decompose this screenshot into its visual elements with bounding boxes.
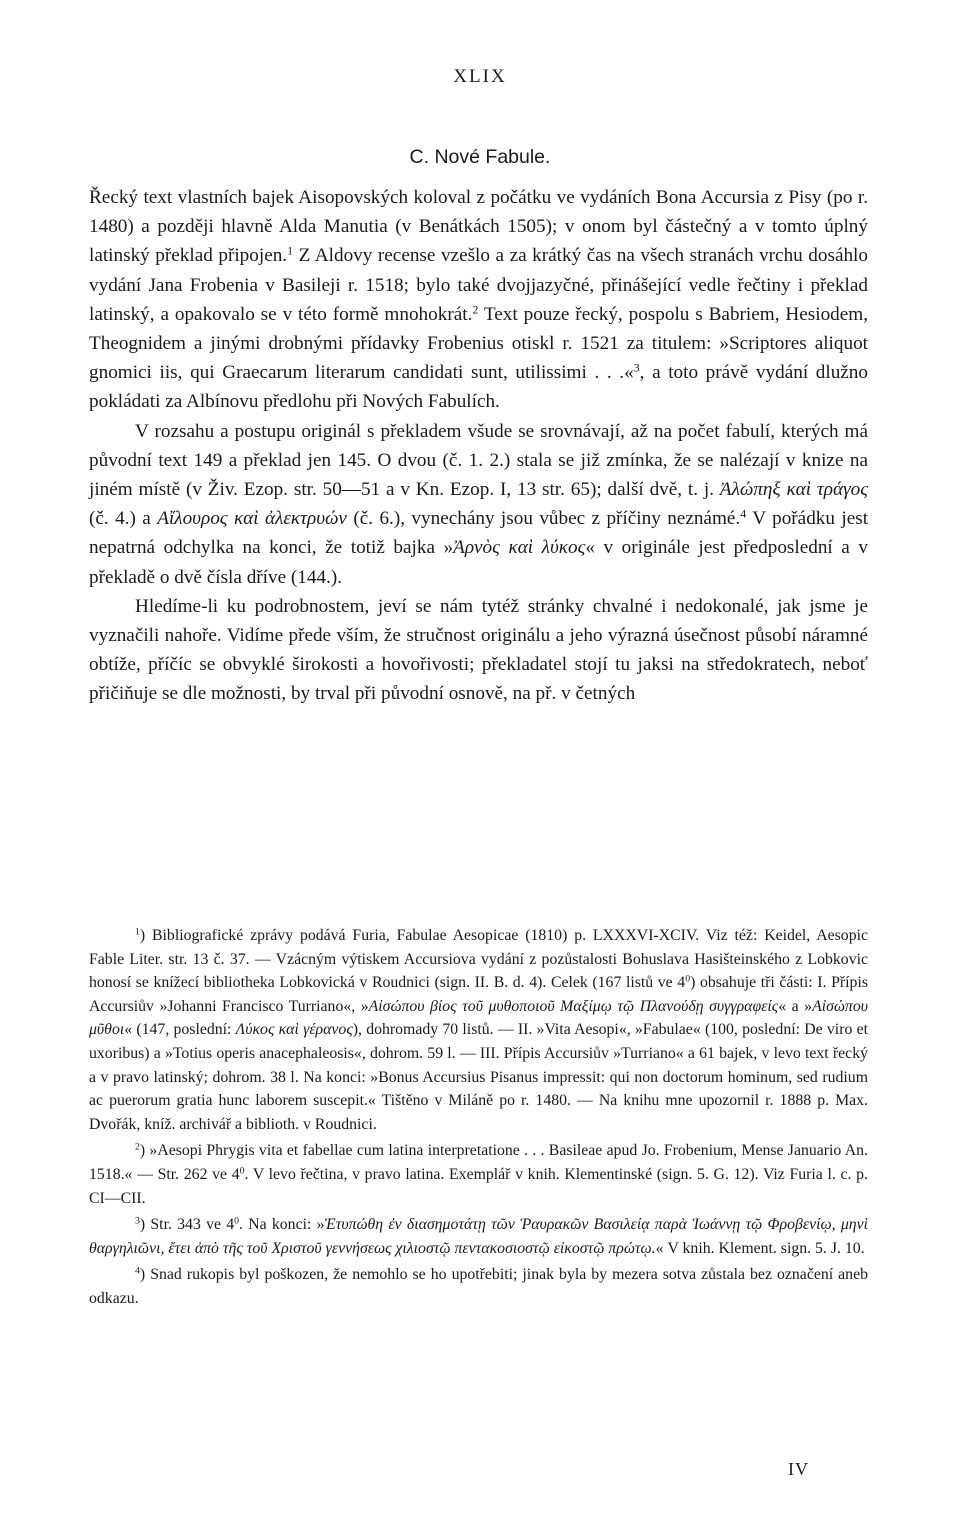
- footnote-mark: 1: [135, 926, 140, 938]
- footnote-ref-4[interactable]: 4: [740, 506, 747, 521]
- footnote-3: $^3$) Str. 343 ve $4^0$. Na konci: »Ἐτυπώθη ἐν διασημοτάτῃ τῶν Ῥαυρακῶν Βασιλείᾳ παρὰ Ἰωάννῃ τῷ Φροβενίῳ, μηνὶ θαργηλιῶνι, ἔτει ἀπὸ τῆς τοῦ Χριστοῦ γεννήσεως χιλιοστῷ πεντακοσιοστῷ εἰκοστῷ πρώτῳ.« V knih. Klement. sign. 5. J. 10.: [89, 1215, 869, 1257]
- footnote-ref-1[interactable]: 1: [287, 243, 294, 258]
- greek-title: Αἰσώπου βίος τοῦ μυθοποιοῦ Μαξίμῳ τῷ Πλανούδῃ συγγραφείς: [368, 997, 779, 1015]
- footnote-ref-2[interactable]: 2: [472, 302, 479, 317]
- greek-fable-title: Αἴλουρος καὶ ἀλεκτρυών: [157, 508, 347, 530]
- greek-title: Λύκος καὶ γέρανος: [235, 1021, 353, 1039]
- main-text: [89, 183, 868, 709]
- footnote-mark: 2: [135, 1141, 140, 1153]
- paragraph-3: Hledíme-li ku podrobnostem, jeví se nám tytéž stránky chvalné i nedokonalé, jak jsme je vyznačili nahoře. Vidíme přede vším, že stručnost originálu a jeho výrazná úsečnost působí náramné obtíže, příčíc se obvyklé širokosti a hovořivosti; překladatel stojí tu jaksi na středokratech, neboť přičiňuje se dle možnosti, by trval při původní osnově, na př. v četných: [89, 595, 868, 705]
- greek-title: Αἰσώπου μῦθοι: [89, 997, 868, 1039]
- greek-colophon: Ἐτυπώθη ἐν διασημοτάτῃ τῶν Ῥαυρακῶν Βασιλείᾳ παρὰ Ἰωάννῃ τῷ Φροβενίῳ, μηνὶ θαργηλιῶνι, ἔτει ἀπὸ τῆς τοῦ Χριστοῦ γεννήσεως χιλιοστῷ πεντακοσιοστῷ εἰκοστῷ πρώτῳ.: [89, 1216, 869, 1257]
- footnote-mark: 4: [135, 1265, 140, 1277]
- paragraph-1: Řecký text vlastních bajek Aisopovských koloval z počátku ve vydáních Bona Accursia z Pisy (po r. 1480) a později hlavně Alda Manutia (v Benátkách 1505); v onom byl částečný a v tomto úplný latinský překlad připojen.$^1$ Z Aldovy recense vzešlo a za krátký čas na všech stranách vrchu dosáhlo vydání Jana Frobenia v Basileji r. 1518; bylo také dvojjazyčné, přinášející vedle řečtiny i překlad latinský, a opakovalo se v této formě mnohokrát.$^2$ Text pouze řecký, pospolu s Babriem, Hesiodem, Theognidem a jinými drobnými přídavky Frobenius otiskl r. 1521 za titulem: »Scriptores aliquot gnomici iis, qui Graecarum literarum candidati sunt, utilissimi . . .«$^3$, a toto právě vydání dlužno pokládati za Albínovu předlohu při Nových Fabulích.: [89, 187, 868, 413]
- footnote-ref-3[interactable]: 3: [633, 360, 640, 375]
- footnotes: [89, 924, 868, 1311]
- greek-fable-title: Ἀλώπηξ καὶ τράγος: [719, 479, 869, 501]
- footnote-4: $^4$) Snad rukopis byl poškozen, že nemohlo se ho upotřebiti; jinak byla by mezera sotva zůstala bez označení aneb odkazu.: [89, 1265, 868, 1307]
- signature-mark: IV: [788, 1459, 809, 1479]
- section-title: C. Nové Fabule.: [409, 146, 551, 168]
- footnote-mark: 3: [135, 1215, 140, 1227]
- greek-fable-title: Ἀρνὸς καὶ λύκος: [453, 537, 586, 559]
- footnote-2: $^2$) »Aesopi Phrygis vita et fabellae cum latina interpretatione . . . Basileae apud Jo. Frobenium, Mense Januario An. 1518.« — Str. 262 ve $4^0$. V levo řečtina, v pravo latina. Exemplář v knih. Klementinské (sign. 5. G. 12). Viz Furia l. c. p. CI—CII.: [89, 1141, 868, 1207]
- paragraph-2: V rozsahu a postupu originál s překladem všude se srovnávají, až na počet fabulí, kterých má původní text 149 a překlad jen 145. O dvou (č. 1. 2.) stala se již zmínka, že se nalézají v knize na jiném místě (v Živ. Ezop. str. 50—51 a v Kn. Ezop. I, 13 str. 65); další dvě, t. j. Ἀλώπηξ καὶ τράγος (č. 4.) a Αἴλουρος καὶ ἀλεκτρυών (č. 6.), vynechány jsou vůbec z příčiny neznámé.$^4$ V pořádku jest nepatrná odchylka na konci, že totiž bajka »Ἀρνὸς καὶ λύκος« v originále jest předposlední a v překladě o dvě čísla dříve (144.).: [89, 420, 869, 588]
- running-head-page-number: XLIX: [453, 66, 507, 87]
- footnote-1: $^1$) Bibliografické zprávy podává Furia, Fabulae Aesopicae (1810) p. LXXXVI-XCIV. Viz též: Keidel, Aesopic Fable Liter. str. 13 č. 37. — Vzácným výtiskem Accursiova vydání z pozůstalosti Bohuslava Hasišteinského z Lobkovic honosí se knížecí bibliotheka Lobkovická v Roudnici (sign. II. B. d. 4). Celek (167 listů ve $4^0$) obsahuje tři části: I. Přípis Accursiův »Johanni Francisco Turriano«, »Αἰσώπου βίος τοῦ μυθοποιοῦ Μαξίμῳ τῷ Πλανούδῃ συγγραφείς« a »Αἰσώπου μῦθοι« (147, poslední: Λύκος καὶ γέρανος), dohromady 70 listů. — II. »Vita Aesopi«, »Fabulae« (100, poslední: De viro et uxoribus) a »Totius operis anacephaleosis«, dohrom. 59 l. — III. Přípis Accursiův »Turriano« a 61 bajek, v levo text řecký a v pravo latinský; dohrom. 38 l. Na konci: »Bonus Accursius Pisanus impressit: qui non doctorum hominum, sed rudium ac puerorum gratia hunc laborem suscepit.« Tištěno v Miláně po r. 1480. — Na knihu mne upozornil r. 1888 p. Max. Dvořák, kníž. archivář a biblioth. v Roudnici.: [89, 926, 868, 1133]
